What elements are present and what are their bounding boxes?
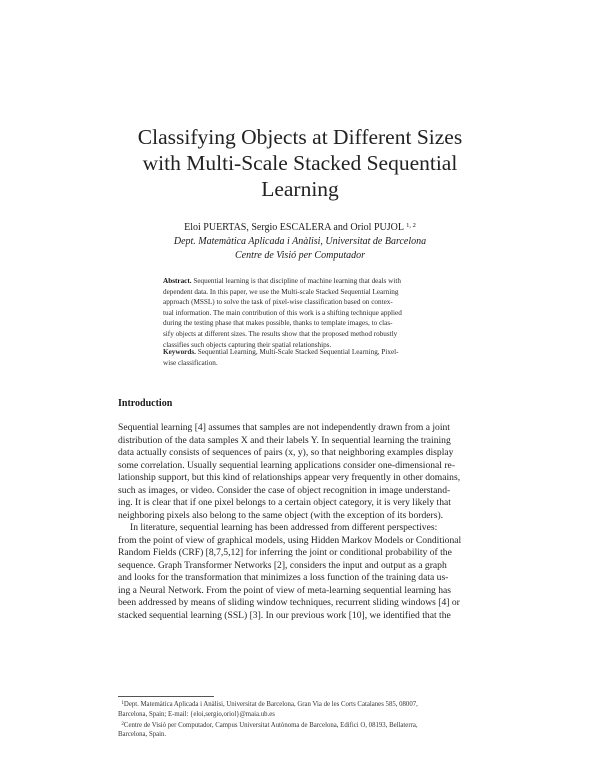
section-heading: Introduction [118,398,173,409]
footnote-text: Centre de Visió per Computador, Campus Universitat Autònoma de Barcelona, Edifici O, 08193, Bellaterra, [123,721,418,729]
text-line: from the point of view of graphical models, using Hidden Markov Models or Conditional [118,534,462,546]
footnotes [118,699,482,740]
text-line: ing a Neural Network. From the point of view of meta-learning sequential learning has [118,584,452,596]
author-list [100,220,500,234]
paragraph [118,422,482,522]
footnote-mark: 2 [121,721,124,727]
abstract-line: tual information. The main contribution of this work is a shifting technique applied [163,308,402,317]
author-affiliation-marks: 1, 2 [406,222,416,229]
text-line: neighboring pixels also belong to the same object (with the exception of its borders). [118,509,444,521]
footnote-line [118,699,482,710]
footnote-line [118,720,482,731]
title-line: Learning [261,177,339,201]
footnote-line: Barcelona, Spain; E-mail: {eloi,sergio,oriol}@maia.ub.es [118,710,275,718]
affiliation-line: Centre de Visió per Computador [235,250,365,261]
abstract-line: sify objects at different sizes. The results show that the proposed method robustly [163,329,398,338]
abstract-line: approach (MSSL) to solve the task of pixel-wise classification based on contex- [163,298,393,307]
title-line: with Multi-Scale Stacked Sequential [142,151,458,175]
text-line: In literature, sequential learning has been addressed from different perspectives: [130,522,438,533]
paragraph [118,522,482,622]
keywords-text: Sequential Learning, Multi-Scale Stacked Sequential Learning, Pixel- [197,348,399,356]
text-line: and looks for the transformation that minimizes a loss function of the training data us- [118,572,449,583]
abstract-text: Sequential learning is that discipline of machine learning that deals with [193,277,401,285]
abstract-line: dependent data. In this paper, we use the Multi-scale Stacked Sequential Learning [163,287,399,296]
affiliation-line: Dept. Matemàtica Aplicada i Anàlisi, Universitat de Barcelona [173,236,427,247]
title-line: Classifying Objects at Different Sizes [137,125,463,149]
footnote-mark: 1 [121,701,124,706]
text-line: stacked sequential learning (SSL) [3]. In our previous work [10], we identified that the [118,609,451,621]
affiliation-block [100,235,500,263]
text-line: Random Fields (CRF) [8,7,5,12] for inferring the joint or conditional probability of the [118,547,452,558]
text-line: Sequential learning [4] assumes that samples are not independently drawn from a joint [118,422,450,433]
keywords-label: Keywords. [163,348,196,356]
abstract-line: classifies such objects capturing their spatial relationships. [163,340,332,349]
abstract-label: Abstract. [163,277,192,285]
text-line: such as images, or video. Consider the case of object recognition in image understand- [118,484,451,496]
text-line: sequence. Graph Transformer Networks [2], considers the input and output as a graph [118,559,447,571]
keywords-line: wise classification. [163,358,218,367]
abstract [163,276,437,350]
keywords [163,347,437,368]
text-line: some correlation. Usually sequential learning applications consider one-dimensional re- [118,459,456,471]
text-line: lationship support, but this kind of relationships appear very frequently in other domains, [118,472,461,483]
footnote-divider [118,696,214,697]
footnote-line: Barcelona, Spain. [118,731,167,739]
text-line: been addressed by means of sliding window techniques, recurrent sliding windows [4] or [118,597,460,608]
footnote-text: Dept. Matemàtica Aplicada i Anàlisi, Universitat de Barcelona, Gran Via de les Corts Catalanes 585, 08007, [123,701,418,708]
keywords-line [163,347,437,358]
abstract-line [163,276,437,287]
abstract-line: during the testing phase that makes possible, thanks to template images, to clas- [163,319,393,328]
author-names: Eloi PUERTAS, Sergio ESCALERA and Oriol PUJOL [184,222,404,233]
paper-title [100,124,500,202]
text-line: data actually consists of sequences of pairs (x, y), so that neighboring examples display [118,447,454,458]
text-line: distribution of the data samples X and their labels Y. In sequential learning the training [118,434,451,446]
text-line: ing. It is clear that if one pixel belongs to a certain object category, it is very likely that [118,497,451,508]
